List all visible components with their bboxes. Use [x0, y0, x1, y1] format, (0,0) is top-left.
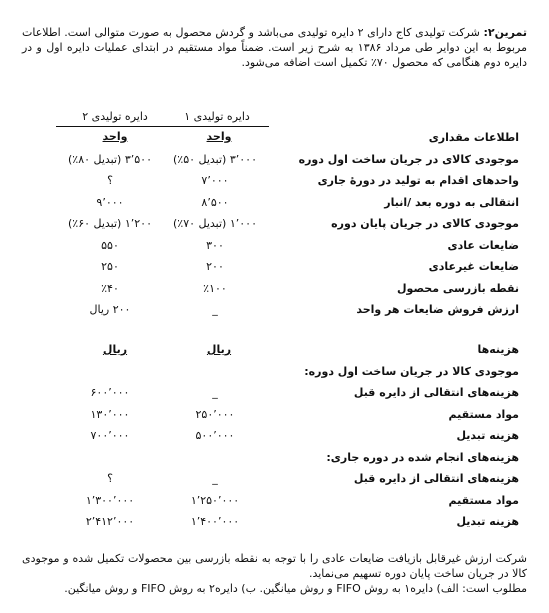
dept1-value: ۳٬۰۰۰ (تبدیل ۵۰٪)	[172, 152, 257, 166]
table-row	[0, 303, 549, 324]
row-label: ضایعات غیرعادی	[428, 260, 519, 273]
dept1-value: ٪۱۰۰	[203, 281, 227, 295]
row-label: انتقالی به دوره بعد /انبار	[384, 195, 519, 209]
row-label: موجودی کالای در جریان ساخت اول دوره	[298, 152, 519, 166]
table-row	[0, 260, 549, 281]
dept1-value: ۱٬۲۵۰٬۰۰۰	[190, 493, 240, 507]
dept2-value: ۹٬۰۰۰	[96, 195, 124, 209]
dept1-value: ۷٬۰۰۰	[201, 174, 229, 187]
dept1-value: ۸٬۵۰۰	[201, 195, 229, 209]
table-row	[0, 239, 549, 260]
table-row	[0, 282, 549, 303]
dept2-value: ۲۰۰ ریال	[89, 303, 131, 316]
row-label: واحدهای اقدام به تولید در دورهٔ جاری	[317, 174, 519, 187]
row-label: ضایعات عادی	[447, 238, 519, 252]
dept2-header: دایره تولیدی ۲	[56, 110, 174, 127]
required-tasks: مطلوب است: الف) دایره۱ به روش FIFO و روش میانگین. ب) دایره۲ به روش FIFO و روش میانگین.	[64, 581, 527, 595]
dept2-value: ۳٬۵۰۰ (تبدیل ۸۰٪)	[67, 152, 152, 166]
row-label: هزینه‌های انتقالی از دایره قبل	[353, 472, 519, 485]
dept1-rial-header: ریال	[206, 343, 232, 356]
dept1-value: ۱٬۰۰۰ (تبدیل ۷۰٪)	[172, 217, 257, 230]
table-row	[0, 515, 549, 536]
row-label: هزینه‌های انتقالی از دایره قبل	[353, 386, 519, 399]
dept2-value: ۶۰۰٬۰۰۰	[90, 386, 130, 399]
table-row	[0, 153, 549, 174]
table-row	[0, 429, 549, 450]
dept1-units-header: واحد	[206, 130, 232, 143]
dept2-value: ۷۰۰٬۰۰۰	[90, 429, 130, 442]
dept2-value: ۲٬۴۱۲٬۰۰۰	[85, 515, 135, 528]
dept1-value: _	[212, 303, 218, 316]
dept2-value: ۱٬۳۰۰٬۰۰۰	[85, 493, 135, 507]
table-row	[0, 451, 549, 472]
allocation-note: شرکت ارزش غیرقابل بازیافت ضایعات عادی را با توجه به نقطه بازرسی بین محصولات تکمیل شده و موجودی کالا در جریان ساخت پایان دوره تسهیم می‌نماید.	[22, 552, 527, 580]
row-label: مواد مستقیم	[448, 493, 519, 507]
table-row	[0, 365, 549, 386]
dept1-value: ۵۰۰٬۰۰۰	[195, 429, 235, 442]
dept2-value: ۵۵۰	[101, 238, 119, 252]
dept2-units-header: واحد	[102, 130, 128, 143]
dept1-value: _	[212, 472, 218, 485]
exercise-description: شرکت تولیدی کاج دارای ۲ دایره تولیدی می‌باشد و گردش محصول به صورت متوالی است. اطلاعات مربوط به این دوایر طی مرداد ۱۳۸۶ به شرح زیر است. ضمناً مواد مستقیم در ابتدای عملیات دایره اول و در دایره دوم هنگامی که محصول ۷۰٪ تکمیل است اضافه می‌شود.	[22, 26, 527, 69]
dept1-value: ۲۵۰٬۰۰۰	[195, 407, 235, 421]
row-label: موجودی کالا در جریان ساخت اول دوره:	[304, 364, 519, 378]
table-row	[0, 494, 549, 515]
dept2-value: ؟	[107, 174, 113, 187]
row-label: هزینه‌های انجام شده در دوره جاری:	[326, 450, 519, 464]
table-row	[0, 472, 549, 493]
row-label: مواد مستقیم	[448, 407, 519, 421]
dept1-value: ۳۰۰	[206, 238, 224, 252]
row-label: موجودی کالای در جریان پایان دوره	[331, 217, 519, 230]
dept1-header: دایره تولیدی ۱	[165, 110, 269, 127]
exercise-title: تمرین۲:	[483, 26, 527, 39]
table-row	[0, 174, 549, 195]
row-label: هزینه تبدیل	[456, 429, 519, 442]
table-row	[0, 131, 549, 152]
dept1-value: _	[212, 386, 218, 399]
table-row	[0, 343, 549, 364]
row-label: اطلاعات مقداری	[428, 131, 519, 144]
dept2-value: ٪۴۰	[101, 281, 119, 295]
row-label: نقطه بازرسی محصول	[397, 281, 519, 295]
table-row	[0, 217, 549, 238]
exercise-requirements	[22, 552, 527, 597]
dept2-value: ۱٬۲۰۰ (تبدیل ۶۰٪)	[67, 217, 152, 230]
row-label: هزینه‌ها	[477, 343, 519, 356]
dept1-value: ۱٬۴۰۰٬۰۰۰	[190, 515, 240, 528]
exercise-intro	[22, 26, 527, 71]
dept2-value: ۲۵۰	[101, 260, 119, 273]
dept2-rial-header: ریال	[102, 343, 128, 356]
table-row	[0, 408, 549, 429]
dept2-value: ؟	[107, 472, 113, 485]
row-label: ارزش فروش ضایعات هر واحد	[356, 303, 519, 316]
dept2-value: ۱۳۰٬۰۰۰	[90, 407, 130, 421]
table-row	[0, 196, 549, 217]
table-row	[0, 386, 549, 407]
row-label: هزینه تبدیل	[456, 515, 519, 528]
dept1-value: ۲۰۰	[206, 260, 224, 273]
